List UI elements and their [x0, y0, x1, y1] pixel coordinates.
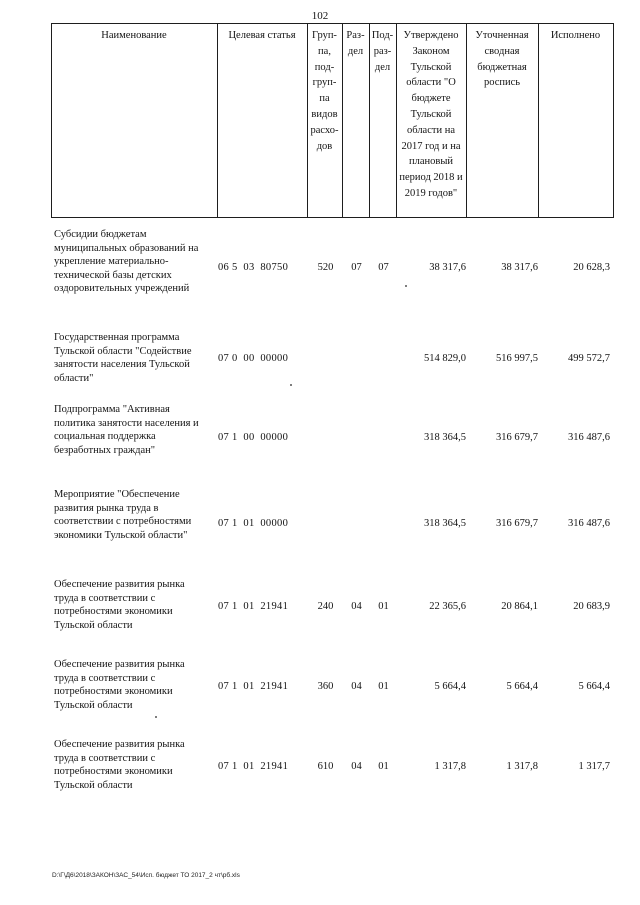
- row-name: Субсидии бюджетам муниципальных образований на укрепление материально-технической базы детских оздоровительных учреждений: [54, 229, 199, 295]
- scan-speck: [155, 716, 157, 718]
- row-target-article: 07 0 00 00000: [218, 353, 289, 365]
- row-refined: 516 997,5: [496, 353, 538, 365]
- row-section: 04: [351, 601, 362, 613]
- row-executed: 499 572,7: [568, 353, 610, 365]
- row-name: Обеспечение развития рынка труда в соответствии с потребностями экономики Тульской области: [54, 579, 185, 631]
- page-number: 102: [311, 10, 329, 22]
- row-expense-group: [308, 331, 343, 387]
- row-name: Мероприятие "Обеспечение развития рынка труда в соответствии с потребностями экономики Тульской области": [54, 489, 192, 541]
- scan-speck: [405, 285, 407, 287]
- row-name: Подпрограмма "Активная политика занятости населения и социальная поддержка безработных граждан": [54, 404, 199, 456]
- table-row: [51, 738, 614, 796]
- row-approved: 1 317,8: [434, 761, 466, 773]
- row-approved: 5 664,4: [434, 681, 466, 693]
- row-refined: 316 679,7: [496, 518, 538, 530]
- row-section: [343, 331, 370, 387]
- row-name: Обеспечение развития рынка труда в соответствии с потребностями экономики Тульской области: [54, 659, 185, 711]
- row-executed: 316 487,6: [568, 432, 610, 444]
- header-name: Наименование: [101, 30, 167, 41]
- row-section: [343, 488, 370, 560]
- row-executed: 1 317,7: [578, 761, 610, 773]
- row-expense-group: [308, 403, 343, 473]
- row-section: 04: [351, 761, 362, 773]
- row-expense-group: 240: [317, 601, 334, 613]
- row-refined: 316 679,7: [496, 432, 538, 444]
- row-target-article: 07 1 01 21941: [218, 681, 289, 693]
- row-subsection: 01: [378, 681, 389, 693]
- row-subsection: 07: [378, 262, 389, 274]
- header-approved: Утверждено Законом Тульской области "О бюджете Тульской области на 2017 год и на плановый период 2018 и 2019 годов": [399, 30, 463, 199]
- row-subsection: [370, 488, 397, 560]
- row-approved: 318 364,5: [424, 432, 466, 444]
- row-executed: 20 683,9: [573, 601, 610, 613]
- header-top-border: [51, 23, 614, 24]
- row-refined: 20 864,1: [501, 601, 538, 613]
- row-approved: 22 365,6: [429, 601, 466, 613]
- row-section: 04: [351, 681, 362, 693]
- header-refined: Уточненная сводная бюджетная роспись: [475, 30, 529, 89]
- header-divider: [613, 23, 614, 218]
- file-path-footer: D:\Г\Д6\2018\ЗАКОН\ЗАС_54\Исп. бюджет ТО 2017_2 чт\рб.xls: [52, 872, 240, 879]
- table-row: [51, 488, 614, 560]
- row-refined: 5 664,4: [506, 681, 538, 693]
- row-name: Государственная программа Тульской области "Содействие занятости населения Тульской области": [54, 332, 192, 384]
- row-target-article: 07 1 01 21941: [218, 601, 289, 613]
- row-subsection: 01: [378, 601, 389, 613]
- row-approved: 514 829,0: [424, 353, 466, 365]
- row-name: Обеспечение развития рынка труда в соответствии с потребностями экономики Тульской области: [54, 739, 185, 791]
- row-expense-group: 520: [317, 262, 334, 274]
- header-executed: Исполнено: [550, 30, 601, 41]
- row-approved: 318 364,5: [424, 518, 466, 530]
- row-executed: 316 487,6: [568, 518, 610, 530]
- row-target-article: 07 1 01 00000: [218, 518, 289, 530]
- table-header: [51, 23, 614, 218]
- row-refined: 1 317,8: [506, 761, 538, 773]
- table-row: [51, 228, 614, 308]
- table-row: [51, 658, 614, 716]
- header-expense-group: Груп-па, под-груп-па видов расхо-дов: [310, 30, 339, 152]
- row-section: [343, 403, 370, 473]
- row-refined: 38 317,6: [501, 262, 538, 274]
- table-row: [51, 331, 614, 387]
- row-subsection: [370, 403, 397, 473]
- row-target-article: 06 5 03 80750: [218, 262, 289, 274]
- row-expense-group: [308, 488, 343, 560]
- header-subsection: Под-раз-дел: [371, 30, 394, 73]
- row-section: 07: [351, 262, 362, 274]
- scan-speck: [290, 384, 292, 386]
- table-row: [51, 403, 614, 473]
- table-row: [51, 578, 614, 636]
- row-expense-group: 360: [317, 681, 334, 693]
- row-target-article: 07 1 00 00000: [218, 432, 289, 444]
- row-approved: 38 317,6: [429, 262, 466, 274]
- row-subsection: 01: [378, 761, 389, 773]
- header-section: Раз-дел: [346, 30, 365, 57]
- row-target-article: 07 1 01 21941: [218, 761, 289, 773]
- row-subsection: [370, 331, 397, 387]
- row-expense-group: 610: [317, 761, 334, 773]
- row-executed: 5 664,4: [578, 681, 610, 693]
- header-target-article: Целевая статья: [228, 30, 296, 41]
- row-executed: 20 628,3: [573, 262, 610, 274]
